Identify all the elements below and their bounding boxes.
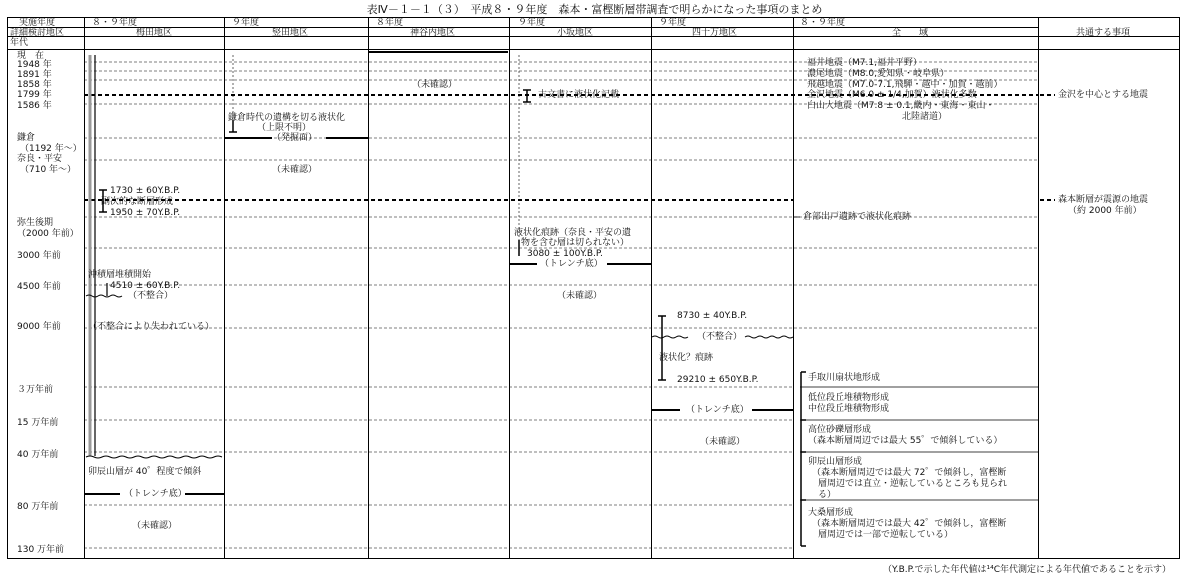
shijima-date2: 29210 ± 650Y.B.P. [677,375,759,385]
whole-eq5b: 北陸諸道） [902,112,948,122]
kosaka-liq1: 液状化痕跡（奈良・平安の遺 [514,228,632,238]
whole-f5d: る） [818,490,837,500]
age-kamakura-year: （1192 年～） [20,144,82,154]
district-kosaka: 小坂地区 [557,28,594,38]
tateda-upper: （上限不明） [257,123,312,133]
whole-f5a: 卯辰山層形成 [808,457,863,467]
year-kosaka: ９年度 [518,18,546,28]
footnote: （Y.B.P.で示した年代値は¹⁴C年代測定による年代値であることを示す） [883,565,1171,575]
district-tateda: 竪田地区 [272,28,309,38]
whole-f6b: （森本断層周辺では最大 42゜で傾斜し，富樫断 [812,519,1007,529]
age-30k: ３万年前 [17,385,54,395]
common-c2b: （約 2000 年前） [1068,206,1142,216]
whole-f5c: 層周辺では直立・逆転しているところも見られ [818,479,1008,489]
umeda-trench: （トレンチ底） [124,489,187,499]
age-nara-heian: 奈良・平安 [17,154,63,164]
umeda-lost: （不整合により失われている） [88,322,215,332]
umeda-date1: 1730 ± 60Y.B.P. [110,186,181,196]
shijima-trench: （トレンチ底） [686,405,749,415]
shijima-unconfirmed: （未確認） [700,437,746,447]
age-1858: 1858 年 [17,80,52,90]
whole-eq5a: 白山大地震（M7.8 ± 0.1,畿内・東海・東山・ [807,101,995,111]
district-kamiyachi: 神谷内地区 [410,28,456,38]
district-umeda: 梅田地区 [136,28,173,38]
whole-eq2: 濃尾地震（M8.0,愛知県・岐阜県） [807,69,949,79]
year-umeda: ８・９年度 [92,18,138,28]
age-1948: 1948 年 [17,60,52,70]
age-150k: 15 万年前 [17,418,59,428]
year-tateda: ９年度 [232,18,260,28]
tateda-excav: （発掘面） [272,133,318,143]
tateda-unconfirmed: （未確認） [272,165,318,175]
tateda-event1: 鎌倉時代の遺構を切る液状化 [228,113,346,123]
shijima-liq: 液状化？痕跡 [659,353,714,363]
umeda-date3: 4510 ± 60Y.B.P. [110,281,181,291]
umeda-event1: 副次的な断層形成 [101,197,174,207]
age-800k: 80 万年前 [17,502,59,512]
age-now: 現 在 [17,51,45,61]
whole-f6c: 層周辺では一部で逆転している） [818,530,954,540]
age-1891: 1891 年 [17,70,52,80]
age-3000bp: 3000 年前 [17,251,61,261]
age-1586: 1586 年 [17,101,52,111]
common-c2a: 森本断層が震源の地震 [1058,195,1149,205]
district-shijima: 四十万地区 [692,28,738,38]
age-9000bp: 9000 年前 [17,322,61,332]
whole-f1: 手取川扇状地形成 [808,373,881,383]
page-title: 表Ⅳ－１－１（３） 平成８・９年度 森本・富樫断層帯調査で明らかになった事項のまとめ [366,3,823,16]
district-common: 共通する事項 [1076,28,1131,38]
age-4500bp: 4500 年前 [17,282,61,292]
kosaka-doc: 古文書に液状化記載 [538,90,620,100]
kosaka-unconfirmed: （未確認） [557,291,603,301]
year-shijima: ９年度 [659,18,687,28]
umeda-unconf: （不整合） [128,291,174,301]
age-1300k: 130 万年前 [17,545,65,555]
whole-f4b: （森本断層周辺では最大 55゜で傾斜している） [808,436,1003,446]
age-nara-year: （710 年～） [20,165,77,175]
header-year-label: 実施年度 [19,18,56,28]
kosaka-trench: （トレンチ底） [540,259,603,269]
whole-f5b: （森本断層周辺では最大 72゜で傾斜し，富樫断 [812,468,1007,478]
age-kamakura: 鎌倉 [17,133,36,143]
whole-f3: 中位段丘堆積物形成 [808,404,890,414]
kamiyachi-unconfirmed: （未確認） [412,80,458,90]
umeda-event2: 沖積層堆積開始 [88,270,152,280]
whole-eq3: 飛越地震（M7.0-7.1,飛騨・越中・加賀・越前） [807,80,1003,90]
header-age-label: 年代 [10,38,29,48]
umeda-tilt: 卯辰山層が 40゜程度で傾斜 [88,467,202,477]
kosaka-liq2: 物を含む層は切られない） [521,238,630,248]
district-whole: 全 域 [892,28,929,38]
whole-f2: 低位段丘堆積物形成 [808,393,890,403]
kosaka-date: 3080 ± 100Y.B.P. [527,249,603,259]
header-district-label: 詳細検討地区 [10,28,65,38]
year-whole: ８・９年度 [800,18,846,28]
shijima-date1: 8730 ± 40Y.B.P. [677,311,748,321]
umeda-date2: 1950 ± 70Y.B.P. [110,208,181,218]
shijima-unconf: （不整合） [697,332,743,342]
age-2000bp: （2000 年前） [17,229,79,239]
age-400k: 40 万年前 [17,450,59,460]
age-1799: 1799 年 [17,90,52,100]
age-yayoi: 弥生後期 [17,218,54,228]
year-kamiyachi: ８年度 [376,18,404,28]
umeda-unconfirmed: （未確認） [132,521,178,531]
whole-f4a: 高位砂礫層形成 [808,425,872,435]
whole-site: 倉部出戸遺跡で液状化痕跡 [803,212,912,222]
whole-eq4: 金沢地震（M6.0 ± 1/4,加賀）液状化多数 [807,90,977,100]
whole-f6a: 大桑層形成 [808,508,854,518]
common-c1: 金沢を中心とする地震 [1058,90,1149,100]
whole-eq1: 福井地震（M7.1,福井平野） [807,58,922,68]
